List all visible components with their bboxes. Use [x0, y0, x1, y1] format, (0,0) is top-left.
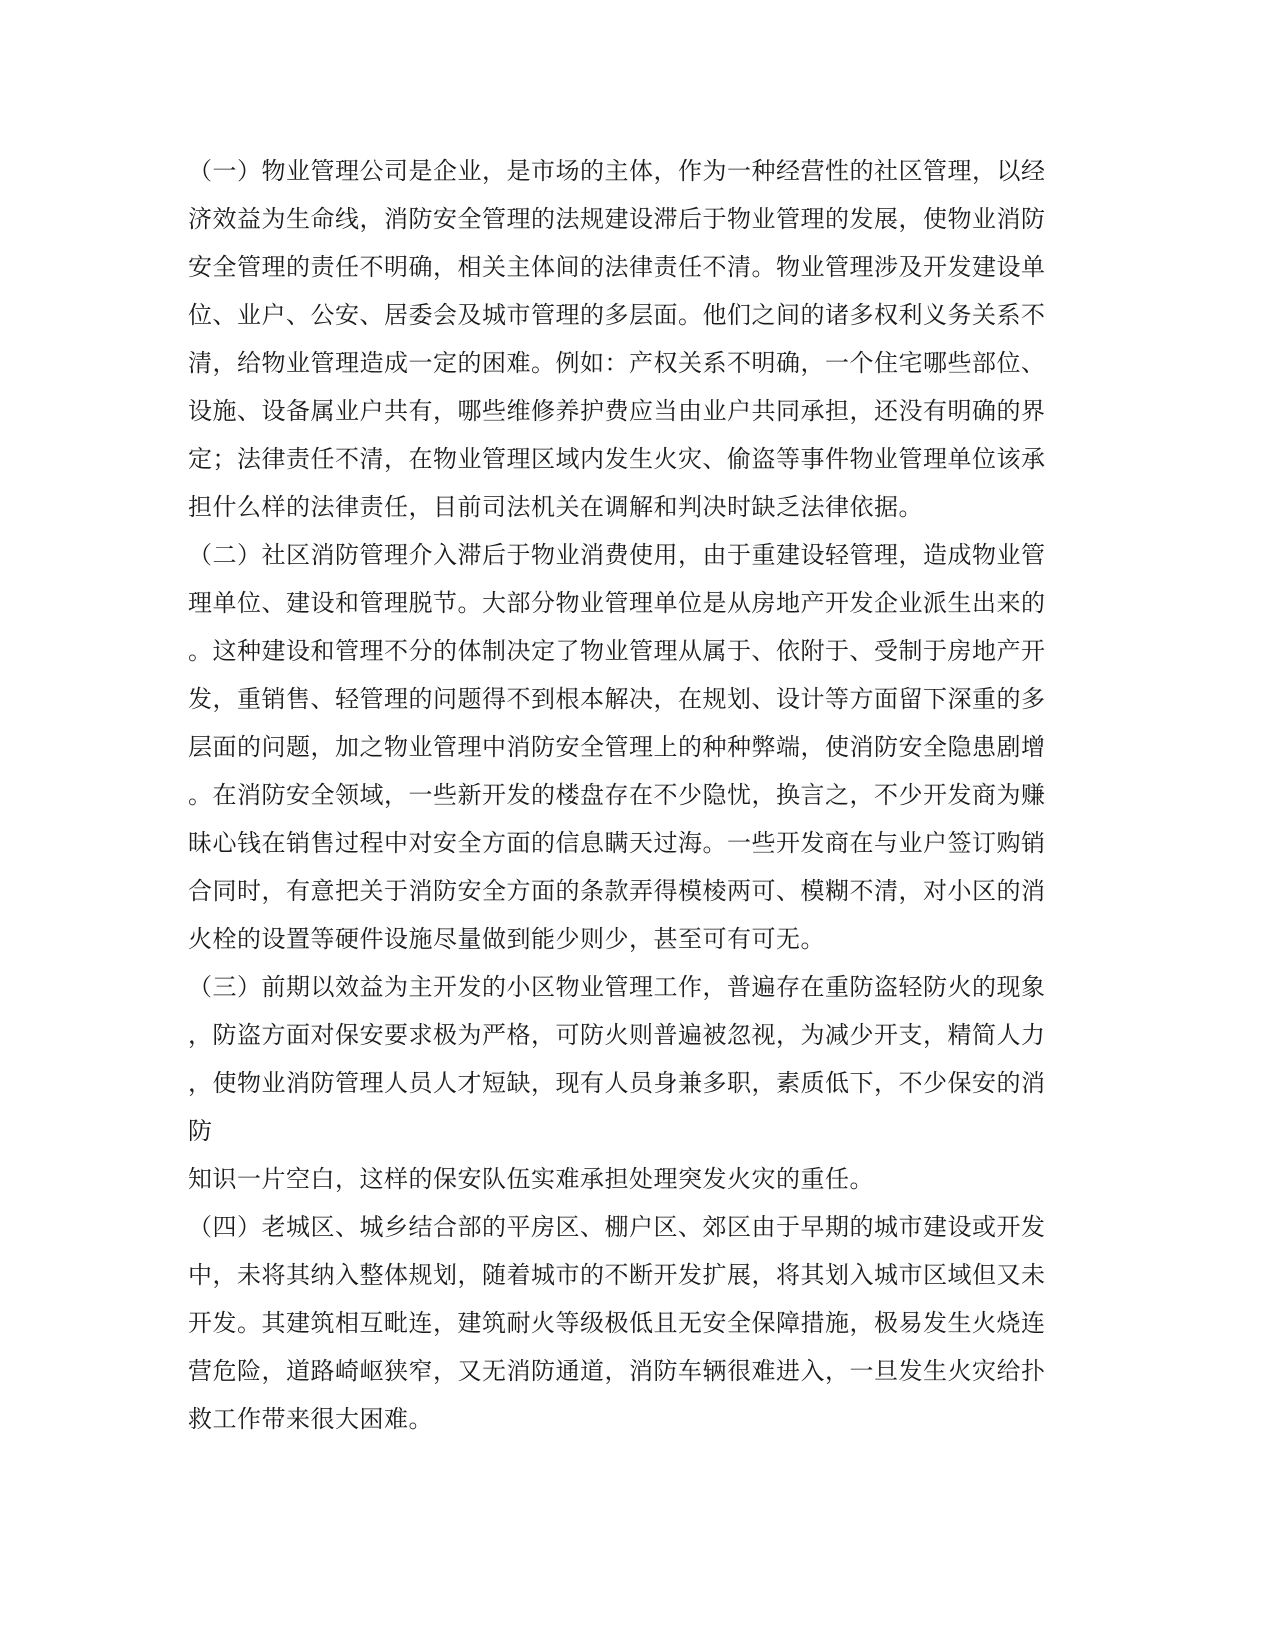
text-line: 营危险，道路崎岖狭窄，又无消防通道，消防车辆很难进入，一旦发生火灾给扑	[188, 1357, 1046, 1385]
text-line: 设施、设备属业户共有，哪些维修养护费应当由业户共同承担，还没有明确的界	[188, 397, 1046, 425]
text-line: ，使物业消防管理人员人才短缺，现有人员身兼多职，素质低下，不少保安的消	[188, 1069, 1046, 1097]
text-line: 防	[188, 1117, 213, 1145]
text-line: （一）物业管理公司是企业，是市场的主体，作为一种经营性的社区管理，以经	[188, 157, 1046, 185]
text-line: 。这种建设和管理不分的体制决定了物业管理从属于、依附于、受制于房地产开	[188, 637, 1046, 665]
text-line: 知识一片空白，这样的保安队伍实难承担处理突发火灾的重任。	[188, 1165, 874, 1193]
document-body	[188, 147, 1068, 1443]
text-line: 火栓的设置等硬件设施尽量做到能少则少，甚至可有可无。	[188, 925, 825, 953]
text-line: （二）社区消防管理介入滞后于物业消费使用，由于重建设轻管理，造成物业管	[188, 541, 1046, 569]
text-line: 中，未将其纳入整体规划，随着城市的不断开发扩展，将其划入城市区域但又未	[188, 1261, 1046, 1289]
text-line: 救工作带来很大困难。	[188, 1405, 433, 1433]
text-line: 合同时，有意把关于消防安全方面的条款弄得模棱两可、模糊不清，对小区的消	[188, 877, 1046, 905]
text-line: 理单位、建设和管理脱节。大部分物业管理单位是从房地产开发企业派生出来的	[188, 589, 1046, 617]
text-line: ，防盗方面对保安要求极为严格，可防火则普遍被忽视，为减少开支，精简人力	[188, 1021, 1046, 1049]
text-line: （三）前期以效益为主开发的小区物业管理工作，普遍存在重防盗轻防火的现象	[188, 973, 1046, 1001]
text-line: 定；法律责任不清，在物业管理区域内发生火灾、偷盗等事件物业管理单位该承	[188, 445, 1046, 473]
text-line: 济效益为生命线，消防安全管理的法规建设滞后于物业管理的发展，使物业消防	[188, 205, 1046, 233]
text-line: （四）老城区、城乡结合部的平房区、棚户区、郊区由于早期的城市建设或开发	[188, 1213, 1046, 1241]
text-line: 开发。其建筑相互毗连，建筑耐火等级极低且无安全保障措施，极易发生火烧连	[188, 1309, 1046, 1337]
text-line: 清，给物业管理造成一定的困难。例如：产权关系不明确，一个住宅哪些部位、	[188, 349, 1046, 377]
text-line: 位、业户、公安、居委会及城市管理的多层面。他们之间的诸多权利义务关系不	[188, 301, 1046, 329]
text-line: 安全管理的责任不明确，相关主体间的法律责任不清。物业管理涉及开发建设单	[188, 253, 1046, 281]
text-line: 层面的问题，加之物业管理中消防安全管理上的种种弊端，使消防安全隐患剧增	[188, 733, 1046, 761]
text-line: 担什么样的法律责任，目前司法机关在调解和判决时缺乏法律依据。	[188, 493, 923, 521]
text-line: 。在消防安全领域，一些新开发的楼盘存在不少隐忧，换言之，不少开发商为赚	[188, 781, 1046, 809]
text-line: 昧心钱在销售过程中对安全方面的信息瞒天过海。一些开发商在与业户签订购销	[188, 829, 1046, 857]
text-line: 发，重销售、轻管理的问题得不到根本解决，在规划、设计等方面留下深重的多	[188, 685, 1046, 713]
